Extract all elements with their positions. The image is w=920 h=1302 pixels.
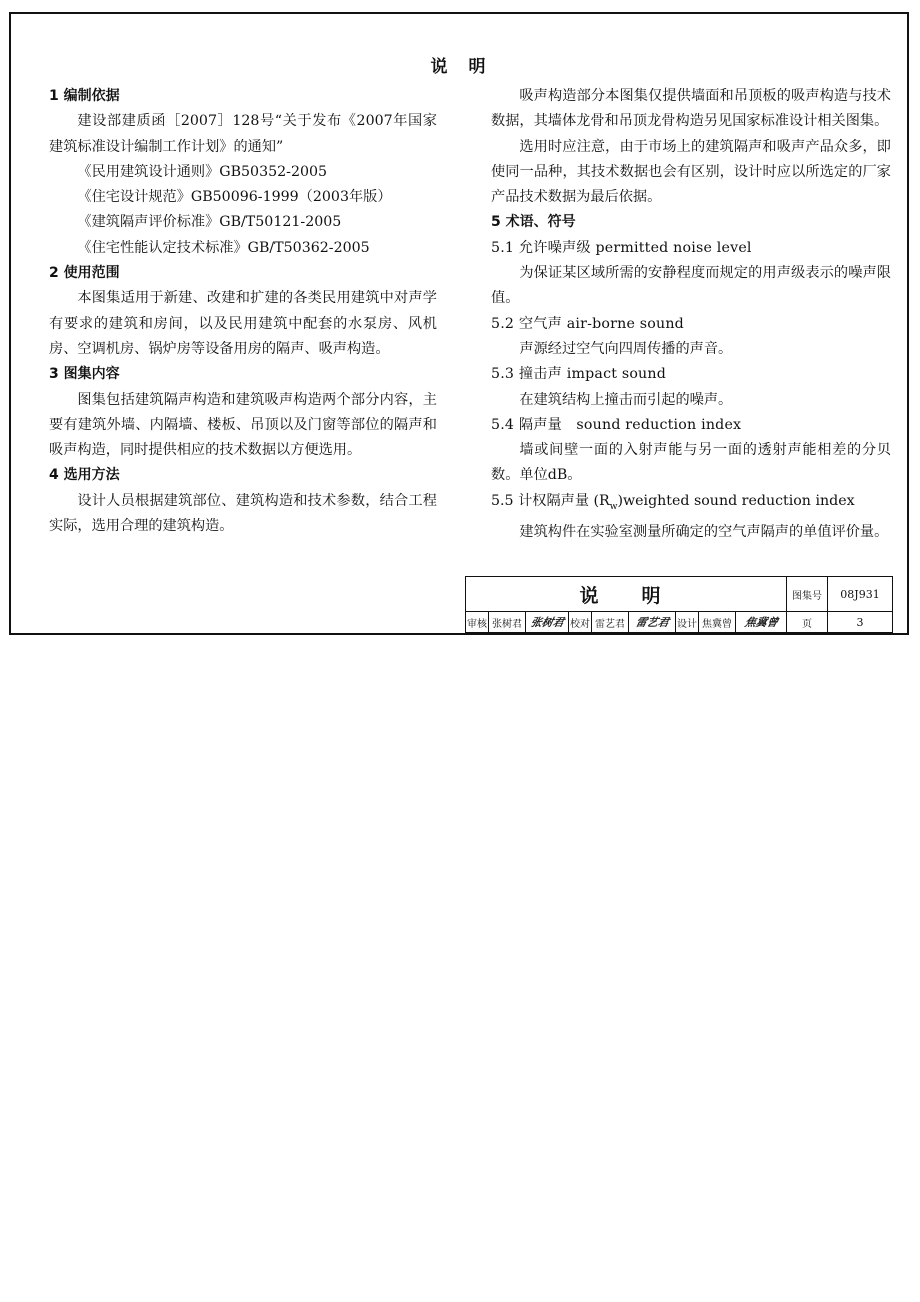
atlas-number-label: 图集号 (787, 577, 828, 612)
check-label: 校对 (569, 612, 592, 633)
term-title: 5.1 允许噪声级 permitted noise level (491, 239, 752, 256)
term-subscript: w (609, 501, 618, 512)
review-label: 审核 (466, 612, 489, 633)
reviewer-name: 张树君 (489, 612, 526, 633)
section-paragraph: 设计人员根据建筑部位、建筑构造和技术参数，结合工程实际，选用合理的建筑构造。 (49, 492, 437, 535)
term-definition: 建筑构件在实验室测量所确定的空气声隔声的单值评价量。 (519, 523, 889, 540)
section-heading: 5 术语、符号 (491, 214, 576, 231)
term-title (491, 489, 891, 520)
term-title: 5.3 撞击声 impact sound (491, 366, 667, 383)
section-paragraph: 图集包括建筑隔声构造和建筑吸声构造两个部分内容，主要有建筑外墙、内隔墙、楼板、吊顶以及门窗等部位的隔声和吸声构造，同时提供相应的技术数据以方便选用。 (49, 391, 437, 459)
section-heading: 2 使用范围 (49, 265, 120, 282)
page-label: 页 (787, 612, 828, 633)
term-title: 5.2 空气声 air-borne sound (491, 315, 684, 332)
term-title: 5.4 隔声量 sound reduction index (491, 416, 742, 433)
drawing-sheet (9, 12, 909, 635)
section-paragraph: 选用时应注意，由于市场上的建筑隔声和吸声产品众多，即使同一品种，其技术数据也会有区别，设计时应以所选定的厂家产品技术数据为最后依据。 (491, 138, 891, 206)
page-number: 3 (828, 612, 893, 633)
left-column (49, 84, 437, 539)
checker-signature: 雷艺君 (634, 616, 670, 629)
checker-name: 雷艺君 (592, 612, 629, 633)
term-definition: 墙或间壁一面的入射声能与另一面的透射声能相差的分贝数。单位dB。 (491, 442, 891, 484)
reviewer-signature: 张树君 (529, 616, 565, 629)
reference-item: 《住宅性能认定技术标准》GB/T50362-2005 (77, 239, 370, 256)
designer-signature: 焦冀曾 (743, 616, 779, 629)
title-block (465, 576, 893, 633)
term-definition: 为保证某区域所需的安静程度而规定的用声级表示的噪声限值。 (491, 265, 891, 307)
section-heading: 3 图集内容 (49, 366, 120, 383)
reference-item: 《住宅设计规范》GB50096-1999（2003年版） (77, 189, 392, 206)
term-suffix: )weighted sound reduction index (617, 492, 855, 509)
section-heading: 1 编制依据 (49, 88, 120, 104)
page-title: 说 明 (430, 57, 488, 77)
section-paragraph: 吸声构造部分本图集仅提供墙面和吊顶板的吸声构造与技术数据，其墙体龙骨和吊顶龙骨构造另见国家标准设计相关图集。 (491, 88, 891, 130)
design-label: 设计 (676, 612, 699, 633)
designer-name: 焦冀曾 (699, 612, 736, 633)
right-column (491, 84, 891, 545)
reference-item: 《建筑隔声评价标准》GB/T50121-2005 (77, 214, 342, 231)
term-definition: 声源经过空气向四周传播的声音。 (519, 340, 733, 357)
reference-item: 《民用建筑设计通则》GB50352-2005 (77, 163, 328, 180)
atlas-number: 08J931 (828, 577, 893, 612)
section-heading: 4 选用方法 (49, 467, 120, 484)
section-paragraph: 本图集适用于新建、改建和扩建的各类民用建筑中对声学有要求的建筑和房间，以及民用建筑中配套的水泵房、风机房、空调机房、锅炉房等设备用房的隔声、吸声构造。 (49, 290, 437, 357)
term-prefix: 5.5 计权隔声量 (R (491, 492, 610, 509)
section-paragraph: 建设部建质函［2007］128号“关于发布《2007年国家建筑标准设计编制工作计划》的通知” (49, 113, 437, 155)
title-block-title: 说 明 (466, 577, 787, 612)
term-definition: 在建筑结构上撞击而引起的噪声。 (519, 391, 733, 408)
